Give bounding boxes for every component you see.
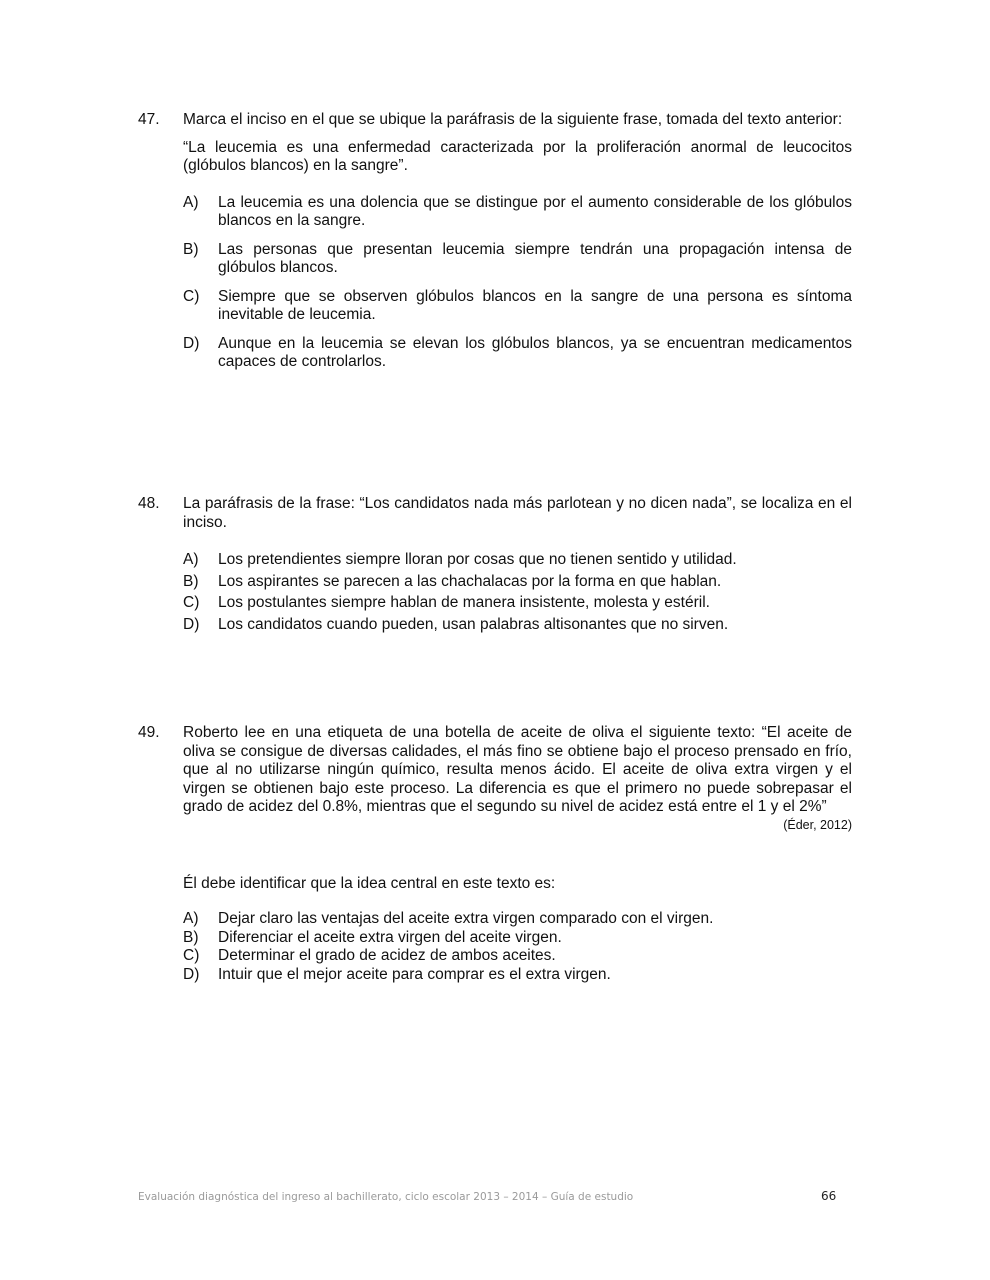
- answer-options: [183, 194, 852, 372]
- option-letter: C): [183, 947, 200, 964]
- option-text: Aunque en la leucemia se elevan los glóbulos blancos, ya se encuentran medicamentos capaces de controlarlos.: [218, 334, 852, 370]
- option-letter: B): [183, 928, 199, 946]
- option-text: Siempre que se observen glóbulos blancos en la sangre de una persona es síntoma inevitable de leucemia.: [218, 287, 852, 323]
- option-text: Las personas que presentan leucemia siempre tendrán una propagación intensa de glóbulos blancos.: [218, 240, 852, 276]
- option-text: La leucemia es una dolencia que se distingue por el aumento considerable de los glóbulos blancos en la sangre.: [218, 193, 852, 229]
- option-text: Dejar claro las ventajas del aceite extra virgen comparado con el virgen.: [218, 910, 714, 927]
- question-number: 49.: [138, 724, 160, 741]
- option-a[interactable]: [183, 910, 852, 929]
- question-number: 48.: [138, 495, 160, 512]
- question-quote: “La leucemia es una enfermedad caracterizada por la proliferación anormal de leucocitos (glóbulos blancos) en la sangre”.: [183, 138, 852, 174]
- question-stem: Roberto lee en una etiqueta de una botella de aceite de oliva el siguiente texto: “El aceite de oliva se consigue de diversas calidades, el más fino se obtiene bajo el proceso prensado en frío, que al no utilizarse ningún químico, resulta menos ácido. El aceite de oliva extra virgen y el virgen se obtienen bajo este proceso. La diferencia es que el primero no puede sobrepasar el grado de acidez del 0.8%, mientras que el segundo su nivel de acidez está entre el 1 y el 2%”: [183, 724, 852, 815]
- option-a[interactable]: [183, 551, 852, 570]
- question-number: 47.: [138, 111, 160, 128]
- option-b[interactable]: [183, 929, 852, 948]
- option-letter: D): [183, 334, 200, 352]
- page-number: 66: [821, 1189, 837, 1203]
- option-letter: A): [183, 193, 199, 211]
- option-c[interactable]: [183, 288, 852, 325]
- option-text: Los pretendientes siempre lloran por cosas que no tienen sentido y utilidad.: [218, 551, 737, 568]
- question-48: [138, 495, 852, 637]
- question-47: [138, 111, 852, 382]
- option-b[interactable]: [183, 573, 852, 592]
- option-c[interactable]: [183, 594, 852, 613]
- answer-options: [183, 551, 852, 634]
- question-49: [138, 724, 852, 984]
- answer-options: [183, 910, 852, 984]
- question-body: [183, 111, 852, 372]
- option-letter: B): [183, 572, 199, 590]
- option-c[interactable]: [183, 947, 852, 966]
- question-stem: La paráfrasis de la frase: “Los candidatos nada más parlotean y no dicen nada”, se localiza en el inciso.: [183, 495, 852, 531]
- question-body: [183, 495, 852, 634]
- option-letter: A): [183, 551, 199, 568]
- option-text: Determinar el grado de acidez de ambos aceites.: [218, 947, 556, 964]
- question-body: [183, 724, 852, 984]
- option-text: Diferenciar el aceite extra virgen del aceite virgen.: [218, 928, 562, 946]
- option-letter: C): [183, 287, 200, 305]
- option-letter: A): [183, 910, 199, 927]
- question-stem: Marca el inciso en el que se ubique la paráfrasis de la siguiente frase, tomada del texto anterior:: [183, 111, 843, 128]
- option-d[interactable]: [183, 616, 852, 635]
- option-letter: C): [183, 594, 200, 611]
- option-text: Intuir que el mejor aceite para comprar es el extra virgen.: [218, 965, 611, 983]
- citation: (Éder, 2012): [783, 817, 852, 832]
- footer-text: Evaluación diagnóstica del ingreso al bachillerato, ciclo escolar 2013 – 2014 – Guía de estudio: [138, 1191, 634, 1203]
- option-b[interactable]: [183, 241, 852, 278]
- option-letter: B): [183, 240, 199, 258]
- option-text: Los candidatos cuando pueden, usan palabras altisonantes que no sirven.: [218, 615, 729, 633]
- option-text: Los aspirantes se parecen a las chachalacas por la forma en que hablan.: [218, 572, 722, 590]
- option-letter: D): [183, 615, 200, 633]
- option-letter: D): [183, 965, 200, 983]
- option-d[interactable]: [183, 335, 852, 372]
- option-text: Los postulantes siempre hablan de manera insistente, molesta y estéril.: [218, 594, 710, 611]
- option-a[interactable]: [183, 194, 852, 231]
- question-prompt: Él debe identificar que la idea central en este texto es:: [183, 874, 556, 892]
- option-d[interactable]: [183, 966, 852, 985]
